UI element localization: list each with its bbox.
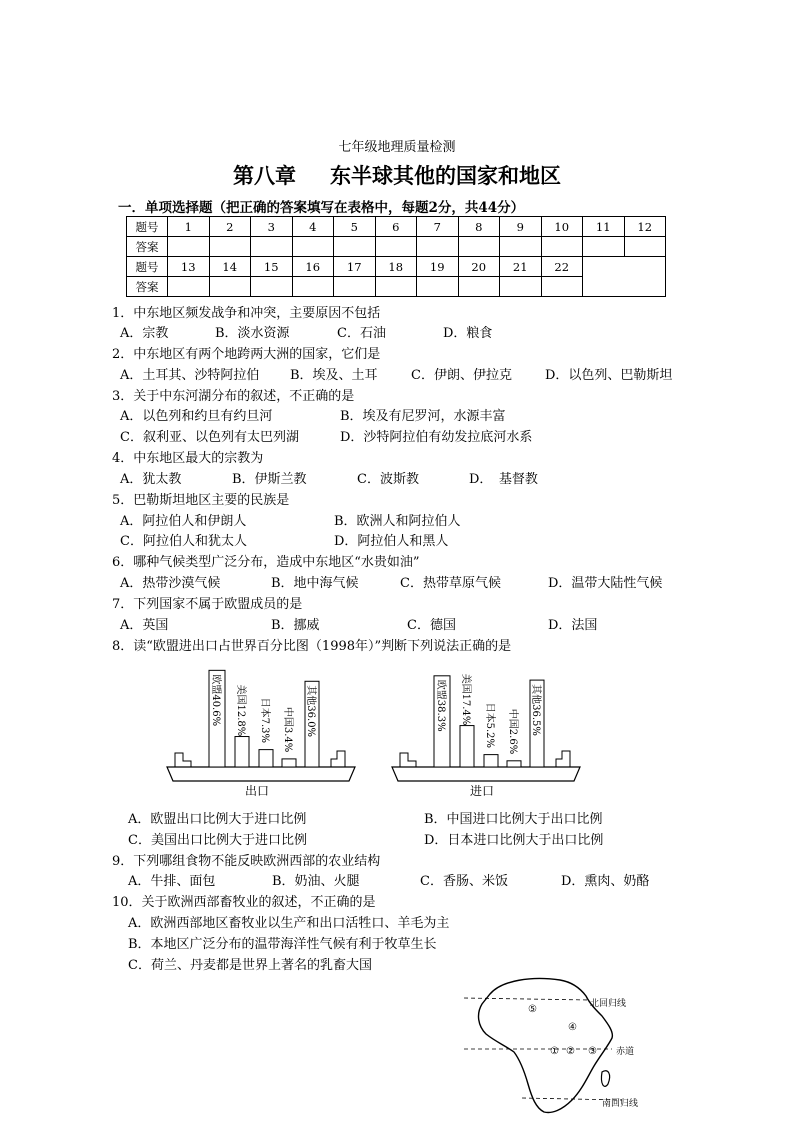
answer-cell[interactable] — [209, 277, 251, 297]
answer-cell[interactable] — [251, 237, 293, 257]
answer-cell[interactable] — [168, 237, 210, 257]
question-stem: 3．关于中东河湖分布的叙述，不正确的是 — [112, 389, 355, 404]
answer-cell[interactable] — [292, 237, 334, 257]
option-d: D．日本进口比例大于出口比例 — [424, 833, 604, 848]
option-d: D． 基督教 — [469, 472, 538, 487]
chapter-title: 东半球其他的国家和地区 — [330, 163, 561, 188]
question-number: 12 — [624, 217, 666, 237]
answer-cell[interactable] — [500, 277, 542, 297]
answer-cell[interactable] — [583, 237, 625, 257]
answer-cell[interactable] — [375, 237, 417, 257]
question-number: 6 — [375, 217, 417, 237]
row-label-answer: 答案 — [127, 277, 168, 297]
question-stem: 10．关于欧洲西部畜牧业的叙述，不正确的是 — [112, 895, 376, 910]
question-stem: 9．下列哪组食物不能反映欧洲西部的农业结构 — [112, 854, 381, 869]
option-a: A．阿拉伯人和伊朗人 — [120, 514, 247, 529]
bar-label: 中国2.6% — [507, 708, 518, 755]
option-d: D．熏肉、奶酪 — [561, 874, 650, 889]
option-c: C．香肠、米饭 — [420, 874, 508, 889]
question-number: 10 — [541, 217, 583, 237]
answer-cell[interactable] — [458, 237, 500, 257]
ship-hull — [392, 767, 580, 781]
answer-cell[interactable] — [417, 277, 459, 297]
ship-stern — [331, 751, 345, 767]
question-stem: 8．读“欧盟进出口占世界百分比图（1998年）”判断下列说法正确的是 — [112, 639, 512, 654]
page-subtitle: 七年级地理质量检测 — [338, 140, 456, 155]
tropic-south-label: 南回归线 — [602, 1099, 639, 1109]
option-a: A．欧洲西部地区畜牧业以生产和出口活牲口、羊毛为主 — [128, 916, 450, 931]
marker-4: ④ — [568, 1022, 577, 1033]
option-c: C．波斯教 — [357, 472, 419, 487]
answer-cell[interactable] — [334, 277, 376, 297]
export-chart — [167, 670, 355, 798]
bar — [484, 755, 498, 767]
table-row — [127, 257, 666, 277]
answer-table — [126, 216, 666, 297]
bar-label: 日本7.3% — [259, 697, 270, 744]
question-number: 20 — [458, 257, 500, 277]
option-b: B．埃及有尼罗河，水源丰富 — [340, 409, 506, 424]
bar — [235, 737, 249, 767]
bar-label: 美国12.8% — [235, 684, 246, 737]
bar-label: 其他36.5% — [530, 684, 541, 736]
question-number: 22 — [541, 257, 583, 277]
option-a: A．土耳其、沙特阿拉伯 — [120, 368, 260, 383]
option-b: B．本地区广泛分布的温带海洋性气候有利于牧草生长 — [128, 937, 437, 952]
section-heading: 一．单项选择题（把正确的答案填写在表格中，每题2分，共44分） — [118, 200, 525, 216]
page-title — [0, 160, 794, 190]
option-d: D．沙特阿拉伯有幼发拉底河水系 — [340, 430, 533, 445]
import-chart — [392, 674, 580, 798]
question-number: 9 — [500, 217, 542, 237]
question-stem: 1．中东地区频发战争和冲突，主要原因不包括 — [112, 306, 381, 321]
bar — [259, 750, 273, 767]
option-a: A．英国 — [120, 618, 169, 633]
question-number: 21 — [500, 257, 542, 277]
option-c: C．伊朗、伊拉克 — [411, 368, 512, 383]
question-number: 8 — [458, 217, 500, 237]
ship-bow — [400, 753, 416, 767]
option-b: B．淡水资源 — [215, 326, 290, 341]
answer-cell[interactable] — [541, 237, 583, 257]
madagascar — [601, 1071, 609, 1087]
bar-label: 中国3.4% — [282, 706, 293, 753]
question-stem: 5．巴勒斯坦地区主要的民族是 — [112, 493, 290, 508]
option-d: D．粮食 — [443, 326, 493, 341]
ship-stern — [556, 751, 570, 767]
option-d: D．阿拉伯人和黑人 — [334, 534, 449, 549]
question-number: 17 — [334, 257, 376, 277]
africa-map — [462, 972, 662, 1120]
chart-xlabel: 出口 — [244, 784, 270, 798]
answer-cell[interactable] — [500, 237, 542, 257]
answer-cell[interactable] — [417, 237, 459, 257]
question-number: 14 — [209, 257, 251, 277]
marker-2: ② — [566, 1046, 575, 1057]
marker-1: ① — [550, 1046, 559, 1057]
bar-label: 欧盟38.3% — [435, 679, 446, 732]
option-c: C．石油 — [337, 326, 386, 341]
question-stem: 7．下列国家不属于欧盟成员的是 — [112, 597, 303, 612]
equator-label: 赤道 — [616, 1047, 635, 1057]
bar-label: 日本5.2% — [484, 702, 495, 749]
question-stem: 2．中东地区有两个地跨两大洲的国家，它们是 — [112, 347, 381, 362]
option-b: B．中国进口比例大于出口比例 — [424, 812, 603, 827]
option-d: D．法国 — [548, 618, 598, 633]
blank-cell — [583, 257, 666, 297]
question-number: 19 — [417, 257, 459, 277]
bar-label: 其他36.0% — [305, 685, 316, 738]
option-a: A．犹太教 — [120, 472, 182, 487]
row-label-question: 题号 — [127, 257, 168, 277]
chapter-number: 第八章 — [233, 163, 296, 188]
question-number: 11 — [583, 217, 625, 237]
option-c: C．阿拉伯人和犹太人 — [120, 534, 247, 549]
bar-label: 欧盟40.6% — [210, 674, 221, 727]
question-number: 16 — [292, 257, 334, 277]
option-c: C．荷兰、丹麦都是世界上著名的乳畜大国 — [128, 958, 372, 973]
option-a: A．热带沙漠气候 — [120, 576, 221, 591]
answer-cell[interactable] — [209, 237, 251, 257]
answer-cell[interactable] — [168, 277, 210, 297]
option-a: A．宗教 — [120, 326, 169, 341]
question-number: 18 — [375, 257, 417, 277]
option-b: B．奶油、火腿 — [272, 874, 360, 889]
answer-cell[interactable] — [251, 277, 293, 297]
option-d: D．以色列、巴勒斯坦 — [545, 368, 673, 383]
bar — [507, 761, 521, 767]
option-c: C．热带草原气候 — [400, 576, 501, 591]
option-d: D．温带大陆性气候 — [548, 576, 663, 591]
option-c: C．美国出口比例大于进口比例 — [128, 833, 307, 848]
bar-label: 美国17.4% — [460, 673, 471, 726]
question-number: 13 — [168, 257, 210, 277]
ship-bow — [175, 753, 191, 767]
option-c: C．德国 — [407, 618, 456, 633]
table-row — [127, 237, 666, 257]
option-b: B．挪威 — [271, 618, 320, 633]
option-b: B．地中海气候 — [271, 576, 359, 591]
table-row — [127, 217, 666, 237]
question-stem: 6．哪种气候类型广泛分布，造成中东地区“水贵如油” — [112, 555, 420, 570]
option-a: A．欧盟出口比例大于进口比例 — [128, 812, 307, 827]
marker-5: ⑤ — [528, 1004, 537, 1015]
option-b: B．伊斯兰教 — [232, 472, 307, 487]
row-label-answer: 答案 — [127, 237, 168, 257]
option-c: C．叙利亚、以色列有太巴列湖 — [120, 430, 299, 445]
tropic-of-cancer-line — [464, 998, 590, 1000]
option-b: B．埃及、土耳 — [290, 368, 378, 383]
answer-cell[interactable] — [624, 237, 666, 257]
question-number: 5 — [334, 217, 376, 237]
bar — [460, 726, 474, 767]
bar — [282, 759, 296, 767]
question-number: 7 — [417, 217, 459, 237]
row-label-question: 题号 — [127, 217, 168, 237]
trade-chart — [165, 660, 585, 800]
question-number: 4 — [292, 217, 334, 237]
tropic-north-label: 北回归线 — [590, 999, 627, 1009]
option-a: A．以色列和约旦有约旦河 — [120, 409, 273, 424]
question-stem: 4．中东地区最大的宗教为 — [112, 451, 264, 466]
ship-hull — [167, 767, 355, 781]
answer-cell[interactable] — [541, 277, 583, 297]
answer-cell[interactable] — [375, 277, 417, 297]
answer-cell[interactable] — [458, 277, 500, 297]
marker-3: ③ — [588, 1046, 597, 1057]
question-number: 2 — [209, 217, 251, 237]
option-b: B．欧洲人和阿拉伯人 — [334, 514, 461, 529]
answer-cell[interactable] — [334, 237, 376, 257]
question-number: 15 — [251, 257, 293, 277]
question-number: 3 — [251, 217, 293, 237]
option-a: A．牛排、面包 — [128, 874, 216, 889]
chart-xlabel: 进口 — [469, 784, 495, 798]
answer-cell[interactable] — [292, 277, 334, 297]
question-number: 1 — [168, 217, 210, 237]
